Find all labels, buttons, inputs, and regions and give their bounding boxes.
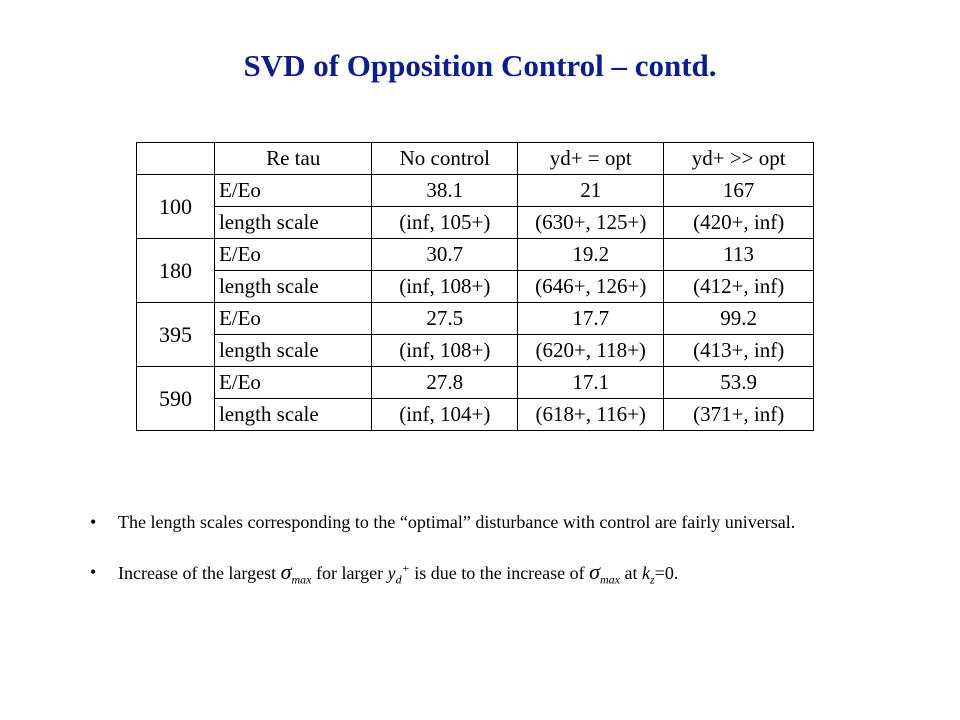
results-table xyxy=(136,142,814,431)
bullet-item xyxy=(90,560,890,585)
max-subscript: max xyxy=(291,572,312,587)
value-cell: (413+, inf) xyxy=(664,335,814,367)
metric-cell: E/Eo xyxy=(214,239,372,271)
table-row xyxy=(137,271,814,303)
bullet-text: Increase of the largest xyxy=(118,563,281,583)
z-subscript: z xyxy=(650,572,655,587)
value-cell: (inf, 108+) xyxy=(372,335,518,367)
re-tau-cell: 100 xyxy=(137,175,215,239)
metric-cell: length scale xyxy=(214,335,372,367)
value-cell: 113 xyxy=(664,239,814,271)
metric-cell: length scale xyxy=(214,271,372,303)
value-cell: (371+, inf) xyxy=(664,399,814,431)
header-cell-yd-gg-opt: yd+ >> opt xyxy=(664,143,814,175)
sigma-symbol: σ xyxy=(589,559,600,584)
metric-cell: length scale xyxy=(214,399,372,431)
value-cell: 19.2 xyxy=(518,239,664,271)
value-cell: (inf, 104+) xyxy=(372,399,518,431)
max-subscript: max xyxy=(600,572,620,587)
re-tau-cell: 395 xyxy=(137,303,215,367)
slide-title: SVD of Opposition Control – contd. xyxy=(243,48,717,83)
bullet-marker: • xyxy=(90,562,97,582)
value-cell: 17.7 xyxy=(518,303,664,335)
header-cell-re-tau: Re tau xyxy=(214,143,372,175)
metric-cell: E/Eo xyxy=(214,303,372,335)
y-symbol: y xyxy=(387,563,396,583)
value-cell: 53.9 xyxy=(664,367,814,399)
value-cell: 27.8 xyxy=(372,367,518,399)
value-cell: (618+, 116+) xyxy=(518,399,664,431)
value-cell: 17.1 xyxy=(518,367,664,399)
bullet-text: The length scales corresponding to the “optimal” disturbance with control are fairly universal. xyxy=(118,512,796,532)
bullet-text: at xyxy=(620,563,642,583)
value-cell: (412+, inf) xyxy=(664,271,814,303)
bullet-marker: • xyxy=(90,512,97,532)
bullet-text: =0. xyxy=(654,563,679,583)
table-row xyxy=(137,207,814,239)
value-cell: (620+, 118+) xyxy=(518,335,664,367)
table-row xyxy=(137,399,814,431)
table-row xyxy=(137,335,814,367)
value-cell: 30.7 xyxy=(372,239,518,271)
table-row xyxy=(137,303,814,335)
plus-superscript: + xyxy=(401,561,410,575)
metric-cell: length scale xyxy=(214,207,372,239)
bullet-item xyxy=(90,510,890,534)
value-cell: 38.1 xyxy=(372,175,518,207)
bullet-list xyxy=(90,510,890,611)
d-subscript: d xyxy=(395,572,402,587)
re-tau-cell: 180 xyxy=(137,239,215,303)
header-cell-no-control: No control xyxy=(372,143,518,175)
header-cell-empty xyxy=(137,143,215,175)
metric-cell: E/Eo xyxy=(214,367,372,399)
sigma-symbol: σ xyxy=(280,559,292,584)
value-cell: (646+, 126+) xyxy=(518,271,664,303)
value-cell: 99.2 xyxy=(664,303,814,335)
value-cell: (inf, 108+) xyxy=(372,271,518,303)
bullet-text: is due to the increase of xyxy=(409,563,590,583)
table-row xyxy=(137,175,814,207)
header-cell-yd-opt: yd+ = opt xyxy=(518,143,664,175)
table-row xyxy=(137,367,814,399)
value-cell: (420+, inf) xyxy=(664,207,814,239)
value-cell: (inf, 105+) xyxy=(372,207,518,239)
value-cell: 167 xyxy=(664,175,814,207)
value-cell: 27.5 xyxy=(372,303,518,335)
value-cell: 21 xyxy=(518,175,664,207)
bullet-text: for larger xyxy=(311,563,388,583)
re-tau-cell: 590 xyxy=(137,367,215,431)
table-header-row xyxy=(137,143,814,175)
table-row xyxy=(137,239,814,271)
metric-cell: E/Eo xyxy=(214,175,372,207)
value-cell: (630+, 125+) xyxy=(518,207,664,239)
k-symbol: k xyxy=(642,563,650,583)
